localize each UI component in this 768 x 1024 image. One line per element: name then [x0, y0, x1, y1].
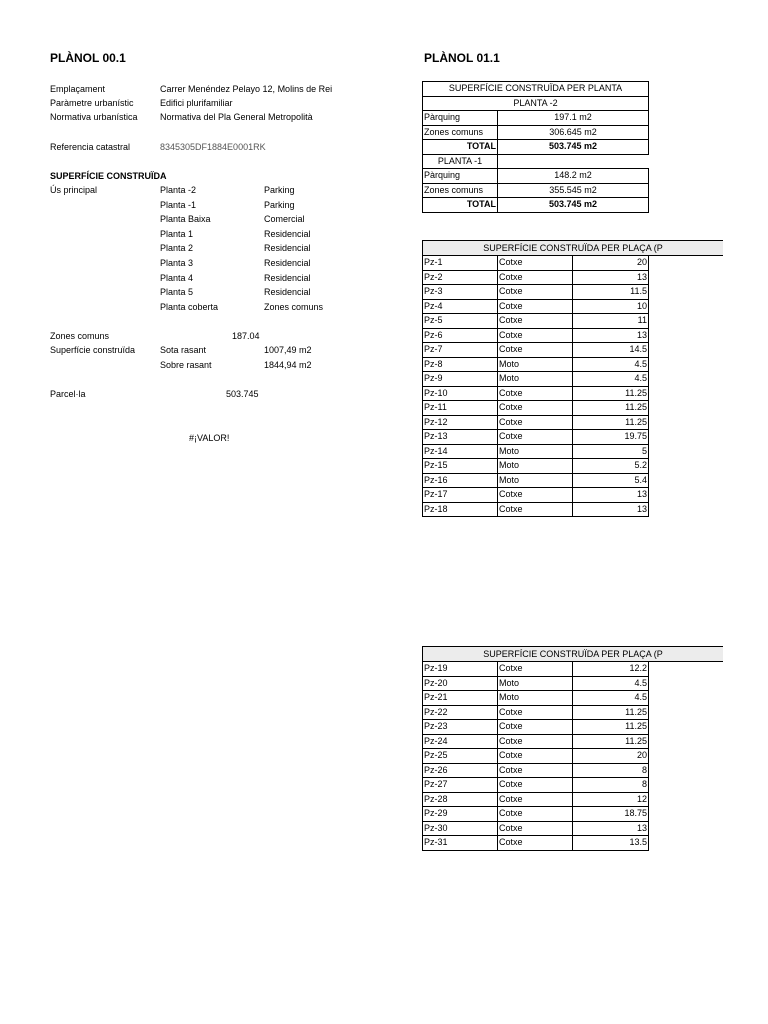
- place-row: [423, 778, 649, 793]
- place-id: Pz-17: [423, 488, 498, 503]
- place-type: Cotxe: [498, 836, 573, 851]
- place-type: Cotxe: [498, 299, 573, 314]
- place-id: Pz-18: [423, 502, 498, 517]
- place-row: [423, 386, 649, 401]
- error-value: #¡VALOR!: [189, 433, 230, 443]
- place-type: Moto: [498, 473, 573, 488]
- place-area: 13: [573, 821, 649, 836]
- place-area: 5.2: [573, 459, 649, 474]
- table-row: [423, 183, 649, 198]
- place-id: Pz-16: [423, 473, 498, 488]
- location-value: Carrer Menéndez Pelayo 12, Molins de Rei: [160, 84, 333, 94]
- place-area: 19.75: [573, 430, 649, 445]
- cadastral-value: 8345305DF1884E0001RK: [160, 142, 266, 152]
- place-id: Pz-6: [423, 328, 498, 343]
- place-id: Pz-11: [423, 401, 498, 416]
- place-area: 11.25: [573, 734, 649, 749]
- place-area: 13: [573, 488, 649, 503]
- place-row: [423, 270, 649, 285]
- urban-parameter-value: Edifici plurifamiliar: [160, 98, 233, 108]
- place-id: Pz-1: [423, 256, 498, 271]
- place-id: Pz-27: [423, 778, 498, 793]
- floor-table-header: SUPERFÍCIE CONSTRUÏDA PER PLANTA: [423, 82, 649, 97]
- floor-block-name: PLANTA -2: [423, 96, 649, 111]
- place-row: [423, 502, 649, 517]
- place-type: Cotxe: [498, 256, 573, 271]
- place-id: Pz-24: [423, 734, 498, 749]
- place-id: Pz-26: [423, 763, 498, 778]
- place-row: [423, 256, 649, 271]
- place-row: [423, 720, 649, 735]
- place-type: Cotxe: [498, 734, 573, 749]
- place-row: [423, 734, 649, 749]
- row-label: Pàrquing: [423, 169, 498, 184]
- use-type: Parking: [264, 185, 295, 195]
- use-floor: Planta 4: [160, 272, 194, 283]
- row-label: Pàrquing: [423, 111, 498, 126]
- place-id: Pz-12: [423, 415, 498, 430]
- urban-parameter-label: Paràmetre urbanístic: [50, 98, 134, 108]
- place-row: [423, 314, 649, 329]
- place-area: 11.25: [573, 415, 649, 430]
- above-grade-value: 1844,94 m2: [264, 360, 312, 370]
- place-id: Pz-8: [423, 357, 498, 372]
- place-id: Pz-22: [423, 705, 498, 720]
- place-row: [423, 430, 649, 445]
- place-area: 11: [573, 314, 649, 329]
- use-type: Residencial: [264, 272, 311, 283]
- use-type: Comercial: [264, 214, 305, 225]
- use-type: Residencial: [264, 228, 311, 239]
- place-type: Cotxe: [498, 763, 573, 778]
- place-type: Cotxe: [498, 720, 573, 735]
- row-label: Zones comuns: [423, 183, 498, 198]
- use-floor: Planta -1: [160, 199, 197, 210]
- place-area: 4.5: [573, 372, 649, 387]
- place-type: Cotxe: [498, 343, 573, 358]
- place-id: Pz-13: [423, 430, 498, 445]
- place-id: Pz-9: [423, 372, 498, 387]
- place-id: Pz-2: [423, 270, 498, 285]
- places-table-1: [422, 255, 649, 517]
- place-row: [423, 662, 649, 677]
- place-id: Pz-7: [423, 343, 498, 358]
- total-value: 503.745 m2: [498, 140, 649, 155]
- place-row: [423, 676, 649, 691]
- use-floor: Planta -2: [160, 185, 197, 195]
- row-value: 197.1 m2: [498, 111, 649, 126]
- place-id: Pz-31: [423, 836, 498, 851]
- place-type: Cotxe: [498, 807, 573, 822]
- place-id: Pz-14: [423, 444, 498, 459]
- place-row: [423, 444, 649, 459]
- place-area: 13: [573, 328, 649, 343]
- use-type: Residencial: [264, 258, 311, 268]
- place-row: [423, 328, 649, 343]
- place-area: 11.25: [573, 705, 649, 720]
- row-value: 306.645 m2: [498, 125, 649, 140]
- place-type: Cotxe: [498, 401, 573, 416]
- place-area: 11.25: [573, 386, 649, 401]
- place-type: Cotxe: [498, 328, 573, 343]
- place-area: 14.5: [573, 343, 649, 358]
- place-row: [423, 807, 649, 822]
- place-id: Pz-3: [423, 285, 498, 300]
- plan-00-title: PLÀNOL 00.1: [50, 51, 126, 65]
- plot-label: Parcel·la: [50, 389, 86, 399]
- place-type: Cotxe: [498, 386, 573, 401]
- place-id: Pz-19: [423, 662, 498, 677]
- location-label: Emplaçament: [50, 84, 106, 94]
- place-type: Cotxe: [498, 270, 573, 285]
- place-id: Pz-23: [423, 720, 498, 735]
- row-value: 148.2 m2: [498, 169, 649, 184]
- floor-block-name: PLANTA -1: [423, 154, 498, 169]
- place-type: Cotxe: [498, 749, 573, 764]
- total-label: TOTAL: [423, 198, 498, 213]
- above-grade-label: Sobre rasant: [160, 360, 212, 370]
- place-area: 13: [573, 502, 649, 517]
- use-floor: Planta coberta: [160, 301, 219, 312]
- use-type: Residencial: [264, 287, 311, 298]
- place-row: [423, 836, 649, 851]
- place-type: Cotxe: [498, 662, 573, 677]
- place-type: Cotxe: [498, 285, 573, 300]
- place-row: [423, 749, 649, 764]
- place-id: Pz-4: [423, 299, 498, 314]
- table-row: [423, 169, 649, 184]
- place-area: 12: [573, 792, 649, 807]
- place-type: Cotxe: [498, 488, 573, 503]
- row-value: 355.545 m2: [498, 183, 649, 198]
- place-type: Cotxe: [498, 778, 573, 793]
- use-type: Zones comuns: [264, 301, 324, 312]
- place-area: 12.2: [573, 662, 649, 677]
- place-row: [423, 821, 649, 836]
- use-floor: Planta Baixa: [160, 214, 211, 225]
- place-area: 20: [573, 256, 649, 271]
- place-area: 20: [573, 749, 649, 764]
- total-label: TOTAL: [423, 140, 498, 155]
- place-area: 5.4: [573, 473, 649, 488]
- built-area-section-title: SUPERFÍCIE CONSTRUÏDA: [50, 171, 167, 181]
- places-table-header-1: SUPERFÍCIE CONSTRUÏDA PER PLAÇA (P: [422, 240, 723, 256]
- place-type: Moto: [498, 372, 573, 387]
- place-row: [423, 792, 649, 807]
- floor-area-table: [422, 81, 649, 213]
- row-label: Zones comuns: [423, 125, 498, 140]
- place-area: 4.5: [573, 357, 649, 372]
- place-type: Cotxe: [498, 314, 573, 329]
- place-id: Pz-5: [423, 314, 498, 329]
- place-type: Cotxe: [498, 502, 573, 517]
- place-id: Pz-29: [423, 807, 498, 822]
- places-table-2: [422, 661, 649, 851]
- place-row: [423, 357, 649, 372]
- place-area: 5: [573, 444, 649, 459]
- place-row: [423, 473, 649, 488]
- place-row: [423, 372, 649, 387]
- urban-regulation-value: Normativa del Pla General Metropolità: [160, 112, 313, 122]
- place-type: Cotxe: [498, 792, 573, 807]
- place-row: [423, 415, 649, 430]
- plot-value: 503.745: [226, 389, 259, 399]
- use-floor: Planta 3: [160, 258, 194, 268]
- below-grade-label: Sota rasant: [160, 345, 207, 355]
- place-id: Pz-10: [423, 386, 498, 401]
- place-type: Cotxe: [498, 821, 573, 836]
- use-floor: Planta 2: [160, 243, 194, 254]
- place-row: [423, 299, 649, 314]
- use-floor: Planta 1: [160, 228, 194, 239]
- total-row: [423, 140, 649, 155]
- place-row: [423, 705, 649, 720]
- place-area: 11.5: [573, 285, 649, 300]
- common-zones-value: 187.04: [232, 331, 260, 341]
- place-id: Pz-28: [423, 792, 498, 807]
- use-type: Parking: [264, 199, 295, 210]
- total-row: [423, 198, 649, 213]
- place-row: [423, 401, 649, 416]
- main-use-label: Ús principal: [50, 185, 98, 195]
- table-row: [423, 125, 649, 140]
- place-type: Moto: [498, 676, 573, 691]
- place-row: [423, 488, 649, 503]
- place-area: 11.25: [573, 401, 649, 416]
- place-area: 4.5: [573, 691, 649, 706]
- place-id: Pz-15: [423, 459, 498, 474]
- place-row: [423, 285, 649, 300]
- plan-01-title: PLÀNOL 01.1: [424, 51, 500, 65]
- place-area: 10: [573, 299, 649, 314]
- place-type: Moto: [498, 357, 573, 372]
- place-type: Moto: [498, 444, 573, 459]
- places-table-header-2: SUPERFÍCIE CONSTRUÏDA PER PLAÇA (P: [422, 646, 723, 662]
- place-area: 13: [573, 270, 649, 285]
- built-area-label: Superfície construïda: [50, 345, 136, 355]
- place-id: Pz-20: [423, 676, 498, 691]
- place-id: Pz-25: [423, 749, 498, 764]
- cadastral-label: Referencia catastral: [50, 142, 131, 152]
- place-row: [423, 763, 649, 778]
- urban-regulation-label: Normativa urbanística: [50, 112, 138, 122]
- place-area: 18.75: [573, 807, 649, 822]
- below-grade-value: 1007,49 m2: [264, 345, 312, 355]
- place-type: Cotxe: [498, 430, 573, 445]
- place-row: [423, 691, 649, 706]
- place-id: Pz-30: [423, 821, 498, 836]
- place-type: Cotxe: [498, 705, 573, 720]
- place-type: Moto: [498, 691, 573, 706]
- common-zones-label: Zones comuns: [50, 331, 110, 341]
- place-area: 8: [573, 763, 649, 778]
- place-type: Moto: [498, 459, 573, 474]
- place-row: [423, 459, 649, 474]
- place-row: [423, 343, 649, 358]
- use-floor: Planta 5: [160, 287, 194, 298]
- use-type: Residencial: [264, 243, 311, 254]
- place-area: 4.5: [573, 676, 649, 691]
- place-area: 11.25: [573, 720, 649, 735]
- table-row: [423, 111, 649, 126]
- place-id: Pz-21: [423, 691, 498, 706]
- place-area: 8: [573, 778, 649, 793]
- total-value: 503.745 m2: [498, 198, 649, 213]
- place-area: 13.5: [573, 836, 649, 851]
- place-type: Cotxe: [498, 415, 573, 430]
